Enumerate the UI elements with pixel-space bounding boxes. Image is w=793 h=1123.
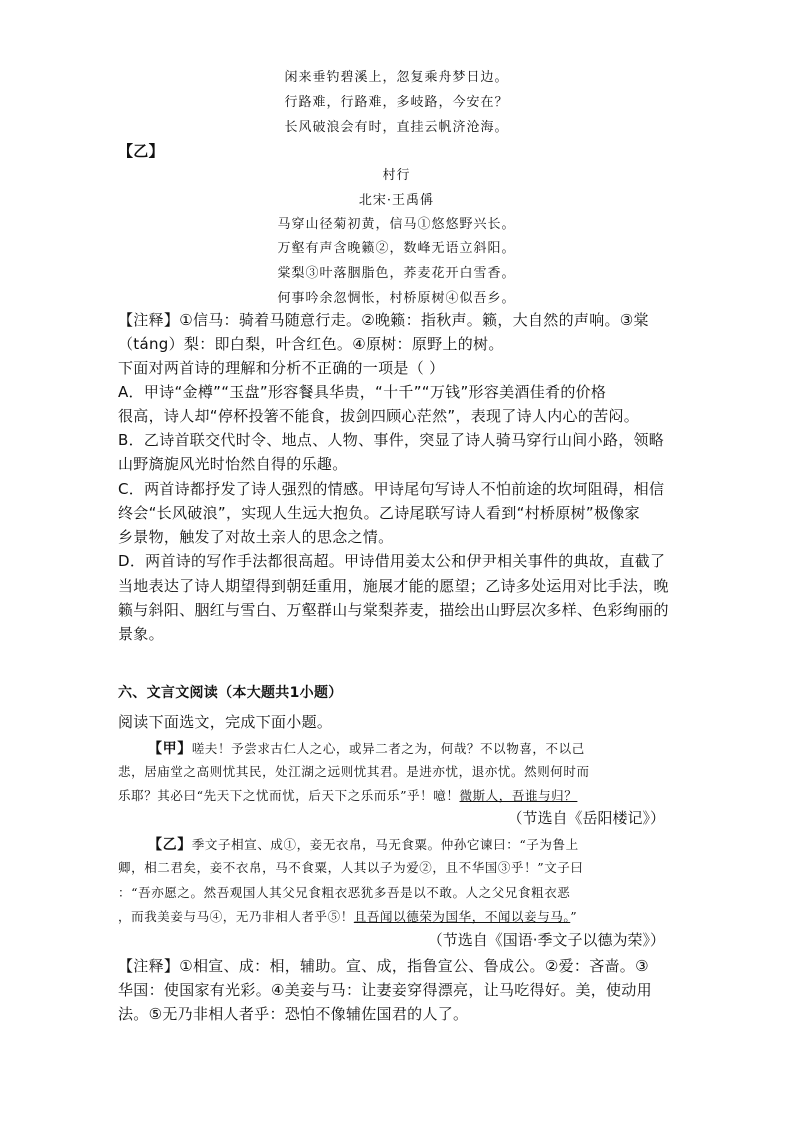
passage-yi-text: 季文子相宣、成①，妾无衣帛，马无食粟。仲孙它谏曰：“子为鲁上 (191, 837, 579, 852)
poem-b-line: 万壑有声含晚籁②，数峰无语立斜阳。 (277, 241, 516, 256)
option-line: 乡景物，触发了对故土亲人的思念之情。 (118, 528, 394, 546)
poem-a-line: 行路难，行路难，多岐路，今安在？ (284, 95, 509, 110)
section-note-line: 华国：使国家有光彩。④美妾与马：让妻妾穿得漂亮，让马吃得好。美，使动用 (118, 981, 652, 999)
passage-yi-line: ：“吾亦愿之。然吾观国人其父兄食粗衣恶犹多吾是以不敢。人之父兄食粗衣恶 (118, 885, 571, 900)
option-line: 籁与斜阳、胭红与雪白、万壑群山与棠梨荞麦，描绘出山野层次多样、色彩绚丽的 (118, 601, 669, 619)
passage-jia-line (148, 738, 708, 758)
option-line: 终会“长风破浪”，实现人生远大抱负。乙诗尾联写诗人看到“村桥原树”极像家 (118, 504, 640, 522)
poem-b-line: 棠梨③叶落胭脂色，荞麦花开白雪香。 (277, 266, 516, 281)
section-heading: 六、文言文阅读（本大题共1小题） (118, 685, 343, 701)
passage-yi-text: ，而我美妾与马④，无乃非相人者乎⑤！ (118, 909, 354, 924)
option-line: D．两首诗的写作手法都很高超。甲诗借用姜太公和伊尹相关事件的典故，直截了 (118, 552, 666, 570)
poem-b-label: 【乙】 (118, 142, 164, 160)
option-line: B．乙诗首联交代时令、地点、人物、事件，突显了诗人骑马穿行山间小路，领略 (118, 431, 665, 449)
option-line: 景象。 (118, 625, 164, 643)
option-line: 山野旖旎风光时怡然自得的乐趣。 (118, 455, 348, 473)
option-line: 很高，诗人却“停杯投箸不能食，拔剑四顾心茫然”，表现了诗人内心的苦闷。 (118, 407, 640, 425)
question-stem: 下面对两首诗的理解和分析不正确的一项是（ ） (118, 359, 445, 377)
passage-yi-label: 【乙】 (148, 837, 192, 853)
passage-jia-source: （节选自《岳阳楼记》） (507, 809, 665, 827)
passage-jia-text: 乐耶？其必曰“先天下之忧而忧，后天下之乐而乐”乎！噫！ (118, 788, 460, 803)
option-line: A．甲诗“金樽”“玉盘”形容餐具华贵，“十千”“万钱”形容美酒佳肴的价格 (118, 383, 607, 401)
option-line: 当地表达了诗人期望得到朝廷重用，施展才能的愿望；乙诗多处运用对比手法，晚 (118, 577, 669, 595)
passage-yi-line (148, 834, 708, 854)
poem-a-line: 长风破浪会有时，直挂云帆济沧海。 (284, 120, 509, 135)
poem-b-line: 马穿山径菊初黄，信马①悠悠野兴长。 (277, 217, 516, 232)
underlined-sentence: 微斯人，吾谁与归？ (459, 788, 578, 803)
closing-quote: ” (570, 909, 578, 924)
section-note-line: 法。⑤无乃非相人者乎：恐怕不像辅佐国君的人了。 (118, 1005, 469, 1023)
passage-yi-source: （节选自《国语·季文子以德为荣》） (427, 931, 665, 949)
poem-b-note-line: 【注释】①信马：骑着马随意行走。②晚籁：指秋声。籁，大自然的声响。③棠 (118, 311, 649, 329)
section-note-line: 【注释】①相宣、成：相，辅助。宣、成，指鲁宣公、鲁成公。②爱：吝啬。③ (118, 957, 649, 975)
passage-jia-label: 【甲】 (148, 741, 192, 757)
section-instruction: 阅读下面选文，完成下面小题。 (118, 713, 333, 731)
passage-jia-line: 悲，居庙堂之高则忧其民，处江湖之远则忧其君。是进亦忧，退亦忧。然则何时而 (118, 764, 590, 779)
passage-jia-text: 嗟夫！予尝求古仁人之心，或异二者之为，何哉？不以物喜，不以己 (191, 741, 585, 756)
underlined-sentence: 且吾闻以德荣为国华，不闻以妾与马。 (353, 909, 571, 924)
passage-jia-line (118, 786, 678, 804)
poem-b-title: 村行 (382, 168, 411, 183)
passage-yi-line: 卿，相二君矣，妾不衣帛，马不食粟，人其以子为爱②，且不华国③乎！”文子曰 (118, 860, 584, 875)
poem-b-author: 北宋·王禹偁 (358, 193, 435, 208)
poem-b-note-line: （táng）梨：即白梨，叶含红色。④原树：原野上的树。 (118, 335, 504, 353)
option-line: C．两首诗都抒发了诗人强烈的情感。甲诗尾句写诗人不怕前途的坎坷阻碍，相信 (118, 480, 665, 498)
poem-b-line: 何事吟余忽惆怅，村桥原树④似吾乡。 (277, 291, 516, 306)
poem-a-line: 闲来垂钓碧溪上，忽复乘舟梦日边。 (284, 70, 509, 85)
passage-yi-line (118, 907, 678, 925)
